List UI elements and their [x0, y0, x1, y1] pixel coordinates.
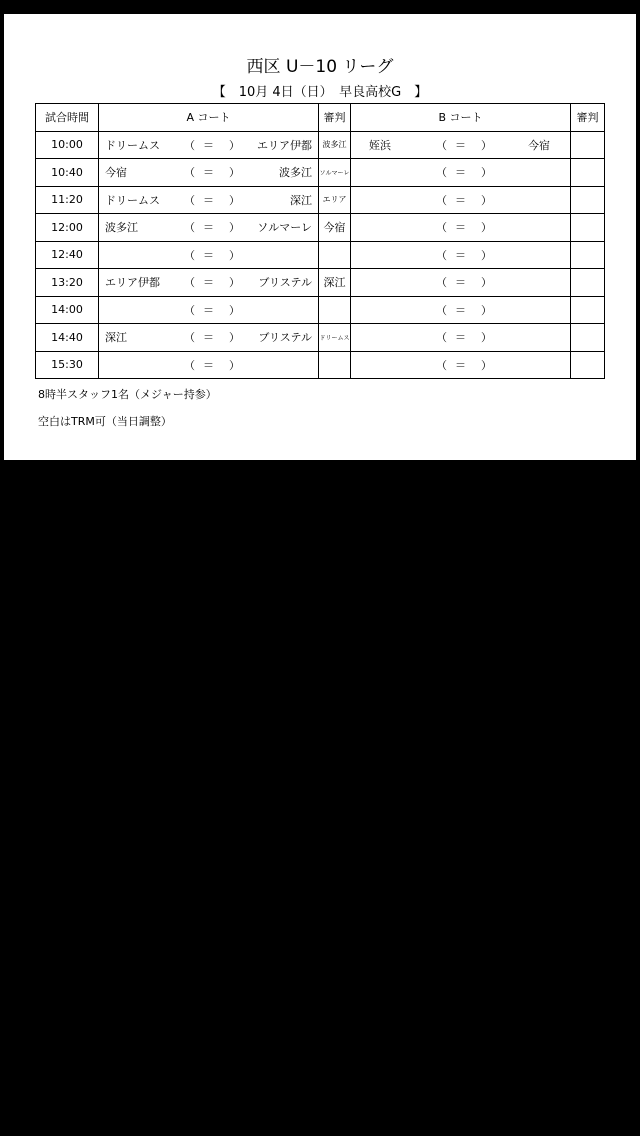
score-paren-open: （ [436, 331, 447, 345]
header-referee-a: 審判 [319, 104, 351, 132]
a-court-match [99, 296, 319, 324]
b-referee [571, 214, 605, 242]
a-referee: 波多江 [319, 131, 351, 159]
a-home-team: 深江 [105, 331, 127, 345]
score-paren-open: （ [436, 248, 447, 262]
score-paren-open: （ [436, 166, 447, 180]
a-court-match [99, 241, 319, 269]
a-away-team: 波多江 [279, 166, 312, 180]
score-equals: ＝ [203, 303, 214, 317]
score-paren-close: ） [229, 221, 240, 235]
header-a-court: A コート [99, 104, 319, 132]
score-paren-close: ） [481, 276, 492, 290]
b-court-match [351, 131, 571, 159]
a-referee: ドリームス [319, 324, 351, 352]
b-court-match [351, 296, 571, 324]
header-referee-b: 審判 [571, 104, 605, 132]
score-paren-close: ） [229, 303, 240, 317]
a-court-match [99, 324, 319, 352]
b-referee [571, 269, 605, 297]
score-paren-open: （ [436, 358, 447, 372]
match-time: 12:00 [36, 214, 99, 242]
a-home-team: ドリームス [105, 138, 160, 152]
score-equals: ＝ [203, 138, 214, 152]
table-row [36, 131, 605, 159]
a-home-team: エリア伊都 [105, 276, 160, 290]
score-paren-close: ） [229, 138, 240, 152]
match-time: 13:20 [36, 269, 99, 297]
match-schedule-table [35, 103, 605, 379]
b-court-match [351, 241, 571, 269]
b-court-match [351, 159, 571, 187]
score-paren-close: ） [481, 303, 492, 317]
b-home-team: 姪浜 [369, 138, 391, 152]
score-equals: ＝ [203, 248, 214, 262]
a-court-match [99, 269, 319, 297]
a-court-match [99, 131, 319, 159]
a-referee: 深江 [319, 269, 351, 297]
b-referee [571, 131, 605, 159]
match-time: 14:00 [36, 296, 99, 324]
header-time: 試合時間 [36, 104, 99, 132]
match-time: 15:30 [36, 351, 99, 379]
table-row [36, 241, 605, 269]
a-home-team: 波多江 [105, 221, 138, 235]
table-row [36, 186, 605, 214]
a-referee [319, 241, 351, 269]
score-equals: ＝ [203, 276, 214, 290]
score-equals: ＝ [203, 331, 214, 345]
score-paren-close: ） [229, 166, 240, 180]
score-equals: ＝ [203, 166, 214, 180]
score-paren-close: ） [229, 248, 240, 262]
a-court-match [99, 186, 319, 214]
score-equals: ＝ [455, 221, 466, 235]
score-equals: ＝ [455, 166, 466, 180]
score-equals: ＝ [455, 303, 466, 317]
table-row [36, 324, 605, 352]
b-away-team: 今宿 [528, 138, 550, 152]
a-away-team: ブリステル [258, 331, 312, 345]
score-paren-open: （ [436, 276, 447, 290]
score-paren-open: （ [436, 193, 447, 207]
staff-note: 8時半スタッフ1名（メジャー持参） [38, 388, 217, 401]
b-referee [571, 186, 605, 214]
score-paren-close: ） [481, 138, 492, 152]
match-time: 11:20 [36, 186, 99, 214]
page-title: 西区 U－10 リーグ [246, 57, 394, 77]
b-court-match [351, 269, 571, 297]
a-referee [319, 296, 351, 324]
score-paren-close: ） [229, 276, 240, 290]
score-paren-open: （ [184, 221, 195, 235]
score-paren-open: （ [184, 166, 195, 180]
score-equals: ＝ [455, 193, 466, 207]
score-paren-open: （ [436, 138, 447, 152]
b-referee [571, 324, 605, 352]
table-row [36, 214, 605, 242]
score-paren-open: （ [436, 221, 447, 235]
match-time: 12:40 [36, 241, 99, 269]
score-paren-close: ） [481, 248, 492, 262]
a-referee: エリア [319, 186, 351, 214]
match-time: 10:40 [36, 159, 99, 187]
table-row [36, 351, 605, 379]
trm-note: 空白はTRM可（当日調整） [38, 415, 172, 428]
b-court-match [351, 324, 571, 352]
table-body [36, 131, 605, 379]
score-paren-open: （ [184, 248, 195, 262]
score-paren-close: ） [481, 331, 492, 345]
a-away-team: エリア伊都 [257, 138, 312, 152]
score-equals: ＝ [455, 358, 466, 372]
score-paren-close: ） [481, 221, 492, 235]
match-time: 10:00 [36, 131, 99, 159]
a-home-team: ドリームス [105, 193, 160, 207]
score-equals: ＝ [455, 248, 466, 262]
b-court-match [351, 214, 571, 242]
a-referee: ソルマーレ [319, 159, 351, 187]
b-referee [571, 296, 605, 324]
score-equals: ＝ [203, 193, 214, 207]
table-row [36, 159, 605, 187]
a-court-match [99, 214, 319, 242]
score-paren-open: （ [184, 358, 195, 372]
table-header-row [36, 104, 605, 132]
b-referee [571, 159, 605, 187]
score-paren-open: （ [184, 193, 195, 207]
match-time: 14:40 [36, 324, 99, 352]
date-venue-subtitle: 【 10月 4日（日） 早良高校G 】 [212, 85, 428, 100]
a-court-match [99, 351, 319, 379]
a-referee: 今宿 [319, 214, 351, 242]
b-court-match [351, 351, 571, 379]
a-court-match [99, 159, 319, 187]
score-paren-open: （ [184, 138, 195, 152]
score-equals: ＝ [203, 358, 214, 372]
b-court-match [351, 186, 571, 214]
a-referee [319, 351, 351, 379]
score-equals: ＝ [455, 331, 466, 345]
score-paren-open: （ [184, 331, 195, 345]
b-referee [571, 241, 605, 269]
schedule-sheet [4, 14, 636, 460]
b-referee [571, 351, 605, 379]
score-equals: ＝ [455, 276, 466, 290]
a-away-team: 深江 [290, 193, 312, 207]
a-away-team: ソルマーレ [257, 221, 312, 235]
score-paren-close: ） [481, 166, 492, 180]
table-row [36, 296, 605, 324]
score-paren-close: ） [481, 358, 492, 372]
score-paren-close: ） [229, 331, 240, 345]
score-equals: ＝ [455, 138, 466, 152]
score-paren-open: （ [184, 276, 195, 290]
score-equals: ＝ [203, 221, 214, 235]
score-paren-open: （ [436, 303, 447, 317]
a-away-team: ブリステル [258, 276, 312, 290]
score-paren-open: （ [184, 303, 195, 317]
header-b-court: B コート [351, 104, 571, 132]
score-paren-close: ） [481, 193, 492, 207]
table-row [36, 269, 605, 297]
a-home-team: 今宿 [105, 166, 127, 180]
score-paren-close: ） [229, 358, 240, 372]
score-paren-close: ） [229, 193, 240, 207]
